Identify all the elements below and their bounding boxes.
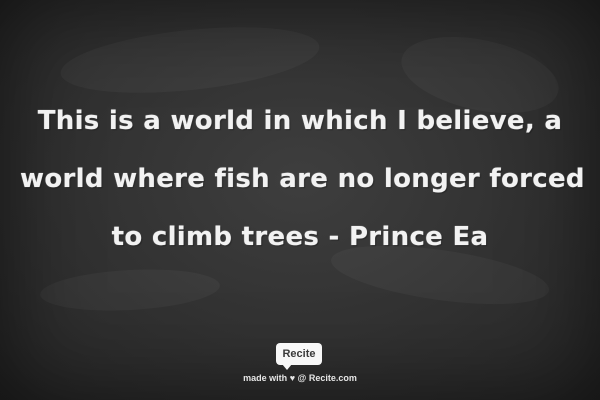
quote-text — [20, 92, 585, 266]
made-with-label: made with — [243, 373, 288, 383]
quote-line-1: This is a world in which I believe, a — [37, 106, 563, 136]
heart-icon: ♥ — [289, 373, 296, 383]
quote-line-2: world where fish are no longer forced — [20, 164, 585, 194]
made-with-footer[interactable] — [0, 373, 600, 383]
recite-link[interactable]: @ Recite.com — [297, 373, 357, 383]
quote-line-3: to climb trees - Prince Ea — [111, 222, 489, 252]
recite-logo-badge[interactable]: Recite — [276, 343, 322, 365]
